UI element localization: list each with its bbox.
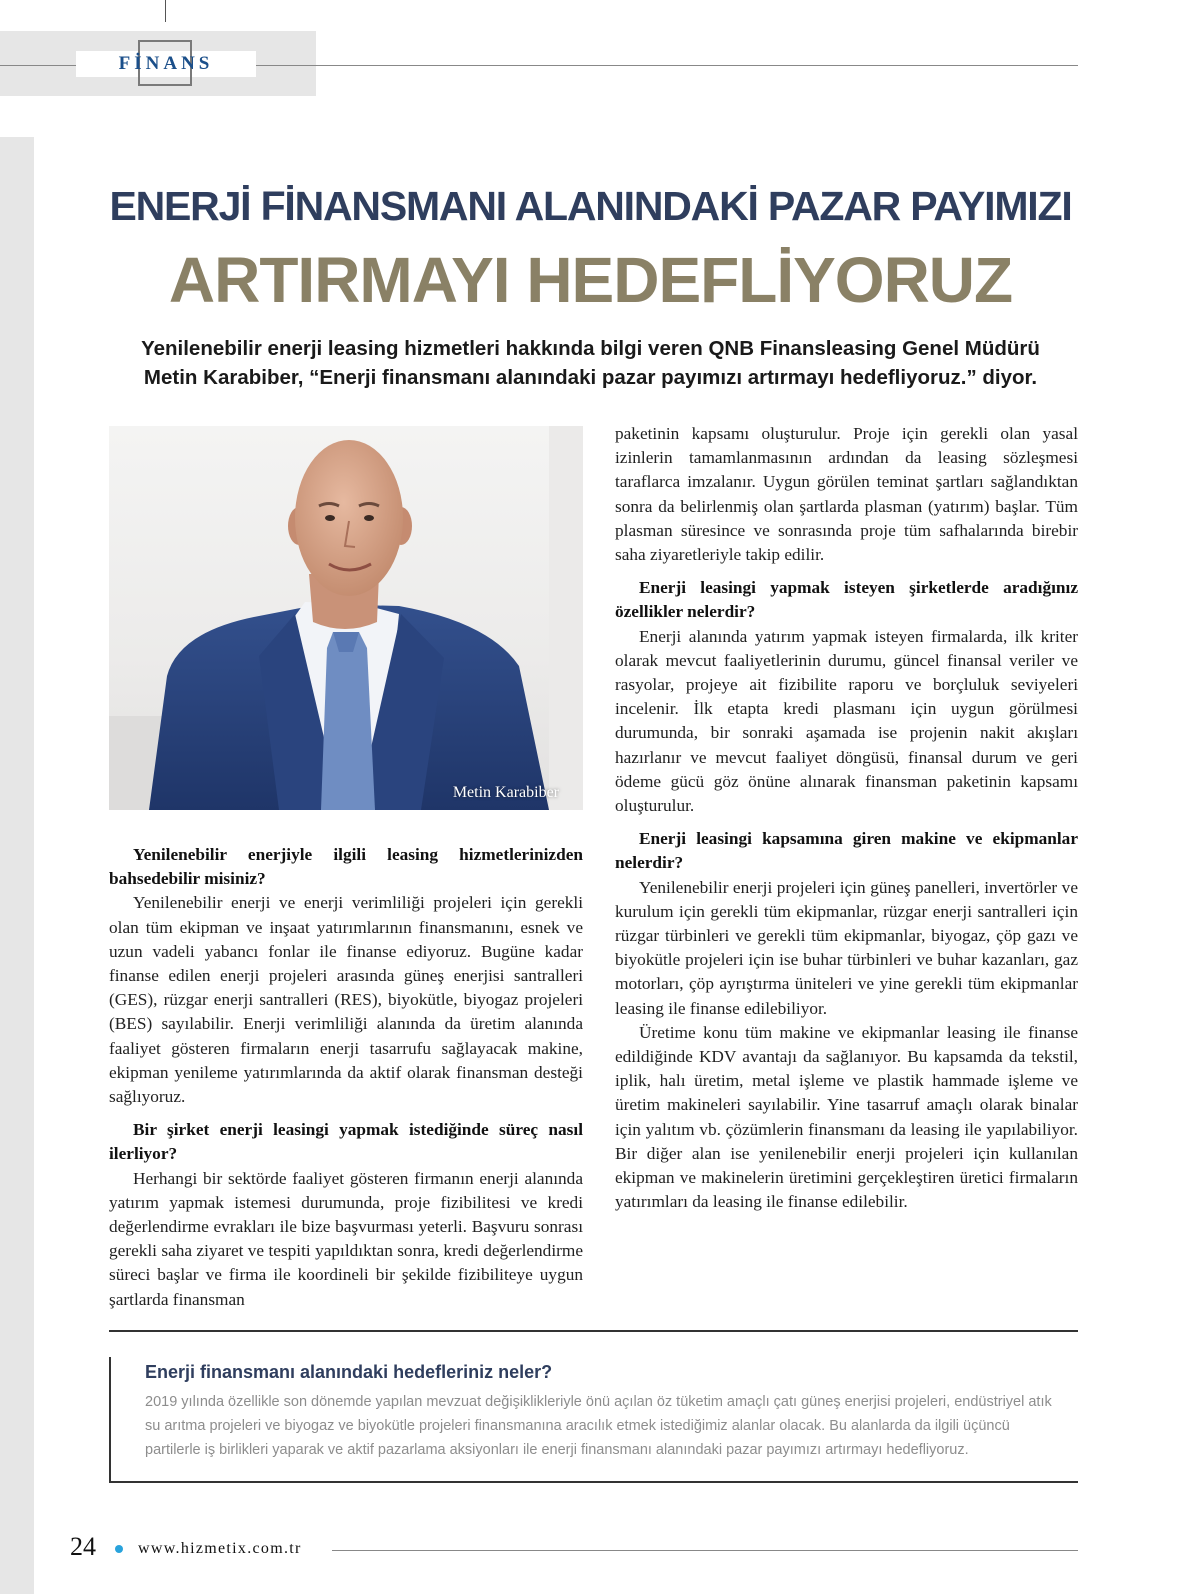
lead-line-2: Metin Karabiber, “Enerji finansmanı alanındaki pazar payımızı artırmayı hedefliyoruz.” diyor. — [143, 366, 1038, 389]
page-number: 24 — [70, 1532, 96, 1561]
section-divider — [109, 1330, 1078, 1332]
answer-2: Herhangi bir sektörde faaliyet gösteren firmanın enerji alanında yatırım yapmak istemesi durumunda, proje fizibilitesi ve kredi değerlendirme evrakları ile bize başvurması yeterli. Başvuru sonrası gerekli saha ziyaret ve tespiti yapıldıktan sonra, kredi değerlendirme süreci başlar ve firma ile koordineli bir şekilde fizibiliteye uygun şartlarda finansman — [109, 1168, 583, 1309]
header-rule-right — [256, 65, 1078, 66]
question-3: Enerji leasingi yapmak isteyen şirketlerde aradığınız özellikler nelerdir? — [615, 578, 1078, 622]
footer-rule — [332, 1550, 1078, 1551]
header-tick — [165, 0, 166, 22]
footer-url: www.hizmetix.com.tr — [138, 1540, 302, 1557]
answer-3: Enerji alanında yatırım yapmak isteyen firmalarda, ilk kriter olarak mevcut faaliyetlerinin durumu, güncel finansal veriler ve rasyolar, projeye ait fizibilite raporu ve borçluluk seviyeleri incelenir. İlk etapta kredi plasmanı için uygun görülmesi durumunda, bir sonraki aşamada ise projenin nakit akışları hazırlanır ve mevcut faaliyet döngüsü, finansal durum ve geri ödeme gücü göz önüne alınarak finansman paketinin kapsamı oluşturulur. — [615, 626, 1078, 816]
answer-1: Yenilenebilir enerji ve enerji verimliliği projeleri için gerekli olan tüm ekipman ve inşaat yatırımlarının finansmanını, esnek ve uzun vadeli yabancı fonlar ile finanse ediyoruz. Bugüne kadar finanse edilen enerji projeleri arasında güneş enerjisi santralleri (GES), rüzgar enerji santralleri (RES), biyokütle, biyogaz projeleri (BES) sayılabilir. Enerji verimliliği alanında da üretim alanında faaliyet gösteren firmaların enerji tasarrufu sağlayacak makine, ekipman yenileme yatırımlarında da aktif olarak finansman desteği sağlıyoruz. — [109, 893, 583, 1107]
question-1: Yenilenebilir enerjiyle ilgili leasing hizmetlerinizden bahsedebilir misiniz? — [109, 845, 583, 889]
portrait-illustration — [109, 426, 583, 810]
answer-5: Üretime konu tüm makine ve ekipmanlar leasing ile finanse edildiğinde KDV avantajı da sağlanıyor. Bu kapsamda da tekstil, iplik, halı üretim, metal işleme ve plastik hammade işleme ve üretim makineleri sayılabilir. Yine tasarruf amaçlı olarak binalar için yalıtım vb. çözümlerin finansmanı da leasing ile yapılabiliyor. Bir diğer alan ise yenilenebilir enerji projeleri için kullanılan ekipman ve makinelerin üretimini gerçekleştiren üretici firmaların yatırımları da leasing ile finanse edilebilir. — [615, 1022, 1078, 1212]
article-column-left — [109, 843, 583, 1312]
portrait-photo — [109, 426, 583, 810]
footer-dot-icon — [115, 1545, 123, 1553]
header-rule-left — [0, 65, 76, 66]
lead-paragraph — [70, 334, 1111, 392]
section-label: FİNANS — [118, 53, 214, 74]
box-question: Enerji finansmanı alanındaki hedefleriniz neler? — [145, 1362, 553, 1382]
article-column-right — [615, 422, 1078, 1215]
box-bottom-border — [109, 1481, 1078, 1483]
headline-line-2: ARTIRMAYI HEDEFLİYORUZ — [168, 244, 1013, 316]
question-4: Enerji leasingi kapsamına giren makine ve ekipmanlar nelerdir? — [615, 829, 1078, 873]
box-answer: 2019 yılında özellikle son dönemde yapılan mevzuat değişiklikleriyle önü açılan öz tüketim amaçlı çatı güneş enerjisi projeleri, endüstriyel atık su arıtma projeleri ve biyogaz ve biyokütle projeleri finansmanına aracılık etmek istediğimiz alanlar olacak. Bu alanlarda da ilgili üçüncü partilerle iş birlikleri yaparak ve aktif pazarlama aksiyonları ile enerji finansmanı alanındaki pazar payımızı artırmayı hedefliyoruz. — [145, 1394, 1052, 1458]
left-margin-strip — [0, 137, 34, 1594]
answer-2-continued: paketinin kapsamı oluşturulur. Proje için gerekli olan yasal izinlerin tamamlanmasının ardından da leasing sözleşmesi taraflarca imzalanır. Uygun görülen teminat şartları sağlandıktan sonra da belirlenmiş olan şartlarda plasman (yatırım) başlar. Tüm plasman süresince ve sonrasında proje tüm safhalarında birebir saha ziyaretleriyle takip edilir. — [615, 424, 1078, 565]
box-left-border — [109, 1357, 111, 1483]
lead-line-1: Yenilenebilir enerji leasing hizmetleri hakkında bilgi veren QNB Finansleasing Genel Müdürü — [141, 337, 1040, 360]
photo-caption: Metin Karabiber — [452, 784, 559, 801]
question-2: Bir şirket enerji leasingi yapmak istediğinde süreç nasıl ilerliyor? — [109, 1120, 583, 1164]
headline-line-1: ENERJİ FİNANSMANI ALANINDAKİ PAZAR PAYIMIZI — [109, 183, 1072, 229]
answer-4: Yenilenebilir enerji projeleri için güneş panelleri, invertörler ve kurulum için gerekli tüm ekipmanlar, rüzgar enerji santralleri için rüzgar türbinleri ve gerekli tüm ekipmanlar, biyogaz, çöp gazı ve biyokütle projeleri için ise buhar türbinleri ve buhar kazanları, gaz motorları, çöp ayrıştırma üniteleri ve yine gerekli tüm ekipmanlar leasing ile finanse edilebiliyor. — [615, 877, 1078, 1018]
